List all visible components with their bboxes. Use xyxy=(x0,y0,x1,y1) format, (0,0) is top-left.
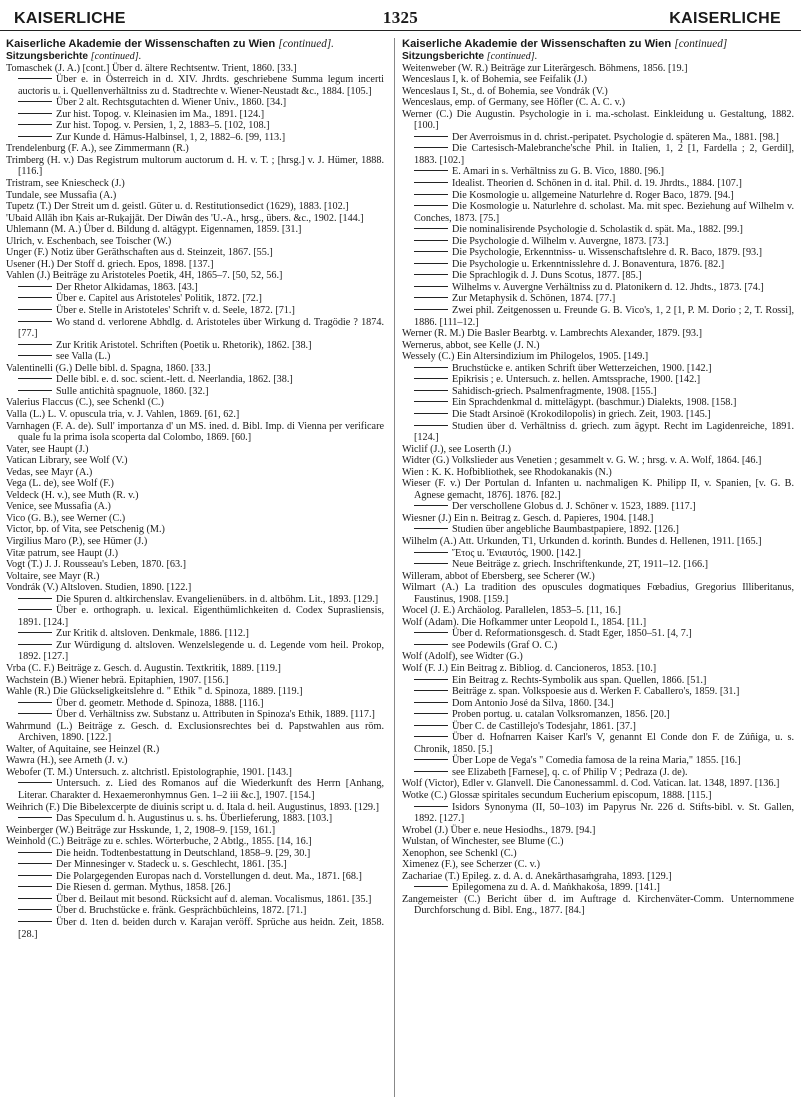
index-entry: Vico (G. B.), see Werner (C.) xyxy=(6,512,126,524)
index-subentry: Der Averroismus in d. christ.-peripatet. Psychologie d. späteren Ma., 1881. [98.] xyxy=(402,132,794,144)
index-subentry: Zwei phil. Zeitgenossen u. Freunde G. B. Vico's, 1, 2 [1, P. M. Dorio ; 2, T. Rossi], 1886. [111–12.] xyxy=(402,305,794,328)
index-subentry: Die Riesen d. german. Mythus, 1858. [26.] xyxy=(6,882,384,894)
index-entry: Wilmart (A.) La tradition des opuscules dogmatiques Fœbadius, Gregorius Illiberitanus, Faustinus, 1908. [159.] xyxy=(402,582,794,605)
index-subentry: Die Psychologie u. Erkenntnisslehre d. J. Bonaventura, 1876. [82.] xyxy=(402,259,794,271)
column-divider xyxy=(394,38,395,1097)
index-subentry: Der Minnesinger v. Stadeck u. s. Geschlecht, 1861. [35.] xyxy=(6,859,384,871)
index-subentry: see Elizabeth [Farnese], q. c. of Philip V ; Pedraza (J. de). xyxy=(402,767,794,779)
index-entry: Venice, see Mussafia (A.) xyxy=(6,501,111,513)
index-entry: Wenceslaus, emp. of Germany, see Höfler (C. A. C. v.) xyxy=(402,97,626,109)
index-entry: Trimberg (H. v.) Das Registrum multorum auctorum d. H. v. T. ; [hrsg.] v. J. Hümer, 1888. [116.] xyxy=(6,154,384,178)
index-subentry: Isidors Synonyma (II, 50–103) im Papyrus Nr. 226 d. Stifts-bibl. v. St. Gallen, 1892. [127.] xyxy=(402,802,794,825)
index-entry: Tupetz (T.) Der Streit um d. geistl. Güter u. d. Restitutionsedict (1629), 1883. [102.] xyxy=(6,201,349,213)
index-entry: Valla (L.) L. V. opuscula tria, v. J. Vahlen, 1869. [61, 62.] xyxy=(6,408,240,420)
index-subentry: Bruchstücke e. antiken Schrift über Wetterzeichen, 1900. [142.] xyxy=(402,363,794,375)
index-entry: Vater, see Haupt (J.) xyxy=(6,443,89,455)
index-entry: 'Ubaid Allāh ibn Ḳais ar-Ruḳajjāt. Der Diwân des 'U.-A., hrsg., übers. &c., 1902. [144.] xyxy=(6,212,364,224)
index-entry: Valerius Flaccus (C.), see Schenkl (C.) xyxy=(6,397,164,409)
index-entry: Valentinelli (G.) Delle bibl. d. Spagna, 1860. [33.] xyxy=(6,362,211,374)
index-subentry: Studien über d. Verhältniss d. griech. zum ägypt. Recht im Lagidenreiche, 1891. [124.] xyxy=(402,421,794,444)
index-subentry: Die Kosmologie u. Naturlehre d. scholast. Ma. mit spec. Beziehung auf Wilhelm v. Conches, 1873. [75.] xyxy=(402,201,794,224)
index-subentry: Untersuch. z. Lied des Romanos auf die Wiederkunft des Herrn [Anhang, Literar. Charakter d. Hexaemeronhymnus Gen. 1–2 iii &c.], 1907. [154.] xyxy=(6,778,384,801)
index-entry: Trendelenburg (F. A.), see Zimmermann (R.) xyxy=(6,143,189,155)
index-entry: Werner (C.) Die Augustin. Psychologie in i. ma.-scholast. Einkleidung u. Gestaltung, 1882. [100.] xyxy=(402,108,794,132)
index-subentry: Epikrisis ; e. Untersuch. z. hellen. Amtssprache, 1900. [142.] xyxy=(402,374,794,386)
index-entry: Vedas, see Mayr (A.) xyxy=(6,466,93,478)
index-entry: Wenceslaus I, St., d. of Bohemia, see Vondrák (V.) xyxy=(402,85,608,97)
index-subentry: Neue Beiträge z. griech. Inschriftenkunde, 2T, 1911–12. [166.] xyxy=(402,559,794,571)
running-head-right: KAISERLICHE xyxy=(669,10,781,27)
index-subentry: Über d. Hofnarren Kaiser Karl's V, genannt El Conde don F. de Zúñiga, u. s. Chronik, 1850. [5.] xyxy=(402,732,794,755)
index-entry: Tristram, see Kniescheck (J.) xyxy=(6,178,125,190)
index-subentry: Über e. orthograph. u. lexical. Eigenthümlichkeiten d. Codex Suprasliensis, 1891. [124.] xyxy=(6,605,384,628)
index-subentry: see Podewils (Graf O. C.) xyxy=(402,640,794,652)
index-entry: Weihrich (F.) Die Bibelexcerpte de diuinis script u. d. Itala d. heil. Augustinus, 1893. [129.] xyxy=(6,801,379,813)
index-entry: Weinberger (W.) Beiträge zur Hsskunde, 1, 2, 1908–9. [159, 161.] xyxy=(6,824,276,836)
index-subentry: Die Polargegenden Europas nach d. Vorstellungen d. deut. Ma., 1871. [68.] xyxy=(6,871,384,883)
index-subentry: Die Psychologie, Erkenntniss- u. Wissenschaftslehre d. R. Baco, 1879. [93.] xyxy=(402,247,794,259)
index-subentry: Zur Kritik d. altsloven. Denkmale, 1886. [112.] xyxy=(6,628,384,640)
index-entry: Vatican Library, see Wolf (V.) xyxy=(6,455,128,467)
index-entry: Vahlen (J.) Beiträge zu Aristoteles Poetik, 4H, 1865–7. [50, 52, 56.] xyxy=(6,270,283,282)
index-entry: Wilhelm (A.) Att. Urkunden, T1, Urkunden d. korinth. Bundes d. Hellenen, 1911. [165.] xyxy=(402,535,762,547)
index-entry: Voltaire, see Mayr (R.) xyxy=(6,570,100,582)
index-subentry: Die Sprachlogik d. J. Duns Scotus, 1877. [85.] xyxy=(402,270,794,282)
index-subentry: Über e. in Österreich in d. XIV. Jhrdts. geschriebene Summa legum incerti auctoris u. i. Quellenverhältniss zu d. Stadtrechte v. Wiener-Neustadt &c., 1884. [105.] xyxy=(6,74,384,97)
index-subentry: Studien über angebliche Baumbastpapiere, 1892. [126.] xyxy=(402,524,794,536)
index-subentry: Die Kosmologie u. allgemeine Naturlehre d. Roger Baco, 1879. [94.] xyxy=(402,190,794,202)
index-subentry: Über d. Verhältniss zw. Substanz u. Attributen in Spinoza's Ethik, 1889. [117.] xyxy=(6,709,384,721)
heading-continued: [continued] xyxy=(674,38,728,50)
index-subentry: Beiträge z. span. Volkspoesie aus d. Werken F. Caballero's, 1859. [31.] xyxy=(402,686,794,698)
index-entry: Webofer (T. M.) Untersuch. z. altchristl. Epistolographie, 1901. [143.] xyxy=(6,766,292,778)
subheading-title: Sitzungsberichte xyxy=(6,51,89,62)
index-subentry: see Valla (L.) xyxy=(6,351,384,363)
index-entry: Wahrmund (L.) Beiträge z. Gesch. d. Exclusionsrechtes bei d. Papstwahlen aus röm. Archiven, 1890. [122.] xyxy=(6,720,384,744)
index-entry: Wieser (F. v.) Der Portulan d. Infanten u. nachmaligen K. Philipp II, v. Spanien, [v. G. B. Agnese gemacht, 1876]. 1876. [82.] xyxy=(402,478,794,501)
index-subentry: Über Lope de Vega's " Comedia famosa de la reina Maria," 1855. [16.] xyxy=(402,755,794,767)
index-entry: Tomaschek (J. A.) [cont.] Über d. ältere Rechtsentw. Trient, 1860. [33.] xyxy=(6,62,297,74)
index-subentry: Die heidn. Todtenbestattung in Deutschland, 1858–9. [29, 30.] xyxy=(6,848,384,860)
index-entry: Ximenez (F.), see Scherzer (C. v.) xyxy=(402,859,540,871)
index-entry: Ulrich, v. Eschenbach, see Toischer (W.) xyxy=(6,235,172,247)
index-entry: Vogt (T.) J. J. Rousseau's Leben, 1870. [63.] xyxy=(6,559,186,571)
index-subentry: Über e. Stelle in Aristoteles' Schrift v. d. Seele, 1872. [71.] xyxy=(6,305,384,317)
index-entry: Vrba (C. F.) Beiträge z. Gesch. d. Augustin. Textkritik, 1889. [119.] xyxy=(6,662,281,674)
index-subentry: Delle bibl. e. d. soc. scient.-lett. d. Neerlandia, 1862. [38.] xyxy=(6,374,384,386)
left-column-heading xyxy=(6,38,384,51)
index-entry: Vondrák (V.) Altsloven. Studien, 1890. [122.] xyxy=(6,582,192,594)
index-entry: Weitenweber (W. R.) Beiträge zur Literärgesch. Böhmens, 1856. [19.] xyxy=(402,62,688,74)
heading-title: Kaiserliche Akademie der Wissenschaften zu Wien xyxy=(6,38,276,50)
index-entry: Wernerus, abbot, see Kelle (J. N.) xyxy=(402,339,540,351)
index-entry: Wolf (Adam). Die Hofkammer unter Leopold I., 1854. [11.] xyxy=(402,616,647,628)
index-entry: Varnhagen (F. A. de). Sull' importanza d' un MS. ined. d. Bibl. Imp. di Vienna per verificare quale fu la prima isola scoperta dal Colombo, 1869. [60.] xyxy=(6,420,384,444)
index-subentry: Über d. geometr. Methode d. Spinoza, 1888. [116.] xyxy=(6,698,384,710)
index-entry: Wulstan, of Winchester, see Blume (C.) xyxy=(402,836,564,848)
index-entry: Wiclif (J.), see Loserth (J.) xyxy=(402,443,512,455)
heading-title: Kaiserliche Akademie der Wissenschaften zu Wien xyxy=(402,38,672,50)
index-subentry: Ἔτος u. Ἐνιαυτός, 1900. [142.] xyxy=(402,548,794,560)
index-subentry: Über e. Capitel aus Aristoteles' Politik, 1872. [72.] xyxy=(6,293,384,305)
index-subentry: Über d. 1ten d. beiden durch v. Karajan veröff. Sprüche aus heidn. Zeit, 1858. [28.] xyxy=(6,917,384,940)
subheading-continued: [continued]. xyxy=(90,51,142,62)
index-subentry: Über d. Bruchstücke e. fränk. Gesprächbüchleins, 1872. [71.] xyxy=(6,905,384,917)
left-column xyxy=(6,38,384,940)
index-subentry: Der verschollene Globus d. J. Schöner v. 1523, 1889. [117.] xyxy=(402,501,794,513)
index-entry: Walter, of Aquitaine, see Heinzel (R.) xyxy=(6,743,160,755)
index-subentry: Zur Kunde d. Hämus-Halbinsel, 1, 2, 1882–6. [99, 113.] xyxy=(6,132,384,144)
index-entry: Zachariae (T.) Epileg. z. d. A. d. Anekârthasaṁgraha, 1893. [129.] xyxy=(402,870,672,882)
right-column-heading xyxy=(402,38,794,51)
index-subentry: Zur Kritik Aristotel. Schriften (Poetik u. Rhetorik), 1862. [38.] xyxy=(6,340,384,352)
index-entry: Wenceslaus I, k. of Bohemia, see Feifalik (J.) xyxy=(402,74,588,86)
index-entry: Wiesner (J.) Ein n. Beitrag z. Gesch. d. Papieres, 1904. [148.] xyxy=(402,512,654,524)
index-subentry: Das Speculum d. h. Augustinus u. s. hs. Überlieferung, 1883. [103.] xyxy=(6,813,384,825)
index-entry: Wolf (Adolf), see Widter (G.) xyxy=(402,651,523,663)
index-subentry: Sulle antichità spagnuole, 1860. [32.] xyxy=(6,386,384,398)
index-subentry: Epilegomena zu d. A. d. Maṅkhakoṡa, 1899. [141.] xyxy=(402,882,794,894)
index-subentry: Dom Antonio José da Silva, 1860. [34.] xyxy=(402,698,794,710)
index-entry: Wessely (C.) Ein Altersindizium im Philogelos, 1905. [149.] xyxy=(402,351,649,363)
index-entry: Victor, bp. of Vita, see Petschenig (M.) xyxy=(6,524,165,536)
index-entry: Vega (L. de), see Wolf (F.) xyxy=(6,478,114,490)
right-column xyxy=(402,38,794,917)
index-subentry: Die Psychologie d. Wilhelm v. Auvergne, 1873. [73.] xyxy=(402,236,794,248)
index-entry: Usener (H.) Der Stoff d. griech. Epos, 1898. [137.] xyxy=(6,258,214,270)
index-subentry: Die Stadt Arsinoë (Krokodilopolis) in griech. Zeit, 1903. [145.] xyxy=(402,409,794,421)
index-subentry: Die nominalisirende Psychologie d. Scholastik d. spät. Ma., 1882. [99.] xyxy=(402,224,794,236)
index-entry: Wawra (H.), see Arneth (J. v.) xyxy=(6,755,128,767)
page-number: 1325 xyxy=(382,8,419,27)
index-entry: Veldeck (H. v.), see Muth (R. v.) xyxy=(6,489,139,501)
header-rule xyxy=(0,30,801,31)
index-subentry: Die Spuren d. altkirchenslav. Evangelienübers. in d. altböhm. Lit., 1893. [129.] xyxy=(6,594,384,606)
index-entry: Wachstein (B.) Wiener hebrä. Epitaphien, 1907. [156.] xyxy=(6,674,229,686)
index-entry: Weinhold (C.) Beiträge zu e. schles. Wörterbuche, 2 Abtlg., 1855. [14, 16.] xyxy=(6,836,312,848)
index-subentry: Die Cartesisch-Malebranche'sche Phil. in Italien, 1, 2 [1, Fardella ; 2, Gerdil], 1883. [102.] xyxy=(402,143,794,166)
index-entry: Wien : K. K. Hofbibliothek, see Rhodokanakis (N.) xyxy=(402,466,612,478)
index-entry: Unger (F.) Notiz über Geräthschaften aus d. Steinzeit, 1867. [55.] xyxy=(6,247,273,259)
index-subentry: Über d. Beilaut mit besond. Rücksicht auf d. aleman. Vocalismus, 1861. [35.] xyxy=(6,894,384,906)
index-subentry: Zur Metaphysik d. Schönen, 1874. [77.] xyxy=(402,293,794,305)
right-column-subheading xyxy=(402,51,794,63)
index-subentry: Wo stand d. verlorene Abhdlg. d. Aristoteles über Wirkung d. Tragödie ? 1874. [77.] xyxy=(6,317,384,340)
index-entry: Wotke (C.) Glossæ spiritales secundum Eucherium episcopum, 1888. [115.] xyxy=(402,790,712,801)
page-header xyxy=(0,8,801,32)
index-entry: Tundale, see Mussafia (A.) xyxy=(6,189,117,201)
index-entry: Wolf (Victor), Edler v. Glanvell. Die Canonessamml. d. Cod. Vatican. lat. 1348, 1897. [136.] xyxy=(402,778,780,790)
index-subentry: Über 2 alt. Rechtsgutachten d. Wiener Univ., 1860. [34.] xyxy=(6,97,384,109)
index-entry: Wolf (F. J.) Ein Beitrag z. Bibliog. d. Cancioneros, 1853. [10.] xyxy=(402,662,657,674)
index-entry: Virgilius Maro (P.), see Hümer (J.) xyxy=(6,535,148,547)
index-subentry: Wilhelms v. Auvergne Verhältniss zu d. Platonikern d. 12. Jhdts., 1873. [74.] xyxy=(402,282,794,294)
left-column-subheading xyxy=(6,51,384,63)
heading-continued: [continued]. xyxy=(278,38,334,50)
index-subentry: Idealist. Theorien d. Schönen in d. ital. Phil. d. 19. Jhrdts., 1884. [107.] xyxy=(402,178,794,190)
index-subentry: Zur Würdigung d. altsloven. Wenzelslegende u. d. Legende vom heil. Prokop, 1892. [127.] xyxy=(6,640,384,663)
index-entry: Wrobel (J.) Über e. neue Hesiodhs., 1879. [94.] xyxy=(402,824,596,836)
index-subentry: Zur hist. Topog. v. Kleinasien im Ma., 1891. [124.] xyxy=(6,109,384,121)
index-entry: Zangemeister (C.) Bericht über d. im Auftrage d. Kirchenväter-Comm. Unternommene Durchforschung d. Bibl. Eng., 1877. [84.] xyxy=(402,893,794,917)
right-entry-list xyxy=(402,63,794,917)
index-subentry: E. Amari in s. Verhältniss zu G. B. Vico, 1880. [96.] xyxy=(402,166,794,178)
subheading-continued: [continued]. xyxy=(486,51,538,62)
index-subentry: Zur hist. Topog. v. Persien, 1, 2, 1883–5. [102, 108.] xyxy=(6,120,384,132)
index-entry: Uhlemann (M. A.) Über d. Bildung d. altägypt. Eigennamen, 1859. [31.] xyxy=(6,224,302,236)
index-subentry: Über d. Reformationsgesch. d. Stadt Eger, 1850–51. [4, 7.] xyxy=(402,628,794,640)
index-subentry: Ein Sprachdenkmal d. mittelägypt. (baschmur.) Dialekts, 1908. [158.] xyxy=(402,397,794,409)
index-subentry: Sahidisch-griech. Psalmenfragmente, 1908. [155.] xyxy=(402,386,794,398)
index-entry: Xenophon, see Schenkl (C.) xyxy=(402,847,517,859)
index-subentry: Über C. de Castillejo's Todesjahr, 1861. [37.] xyxy=(402,721,794,733)
index-entry: Werner (R. M.) Die Basler Bearbtg. v. Lambrechts Alexander, 1879. [93.] xyxy=(402,328,702,340)
running-head-left: KAISERLICHE xyxy=(14,10,126,27)
subheading-title: Sitzungsberichte xyxy=(402,51,485,62)
index-entry: Wahle (R.) Die Glückseligkeitslehre d. " Ethik " d. Spinoza, 1889. [119.] xyxy=(6,686,303,698)
index-subentry: Der Rhetor Alkidamas, 1863. [43.] xyxy=(6,282,384,294)
index-entry: Wocel (J. E.) Archäolog. Parallelen, 1853–5. [11, 16.] xyxy=(402,605,621,617)
index-entry: Vitæ patrum, see Haupt (J.) xyxy=(6,547,118,559)
index-entry: Willeram, abbot of Ebersberg, see Scherer (W.) xyxy=(402,570,595,582)
index-entry: Widter (G.) Volkslieder aus Venetien ; gesammelt v. G. W. ; hrsg. v. A. Wolf, 1864. [46.] xyxy=(402,455,762,467)
index-subentry: Ein Beitrag z. Rechts-Symbolik aus span. Quellen, 1866. [51.] xyxy=(402,675,794,687)
left-entry-list xyxy=(6,63,384,941)
index-subentry: Proben portug. u. catalan Volksromanzen, 1856. [20.] xyxy=(402,709,794,721)
